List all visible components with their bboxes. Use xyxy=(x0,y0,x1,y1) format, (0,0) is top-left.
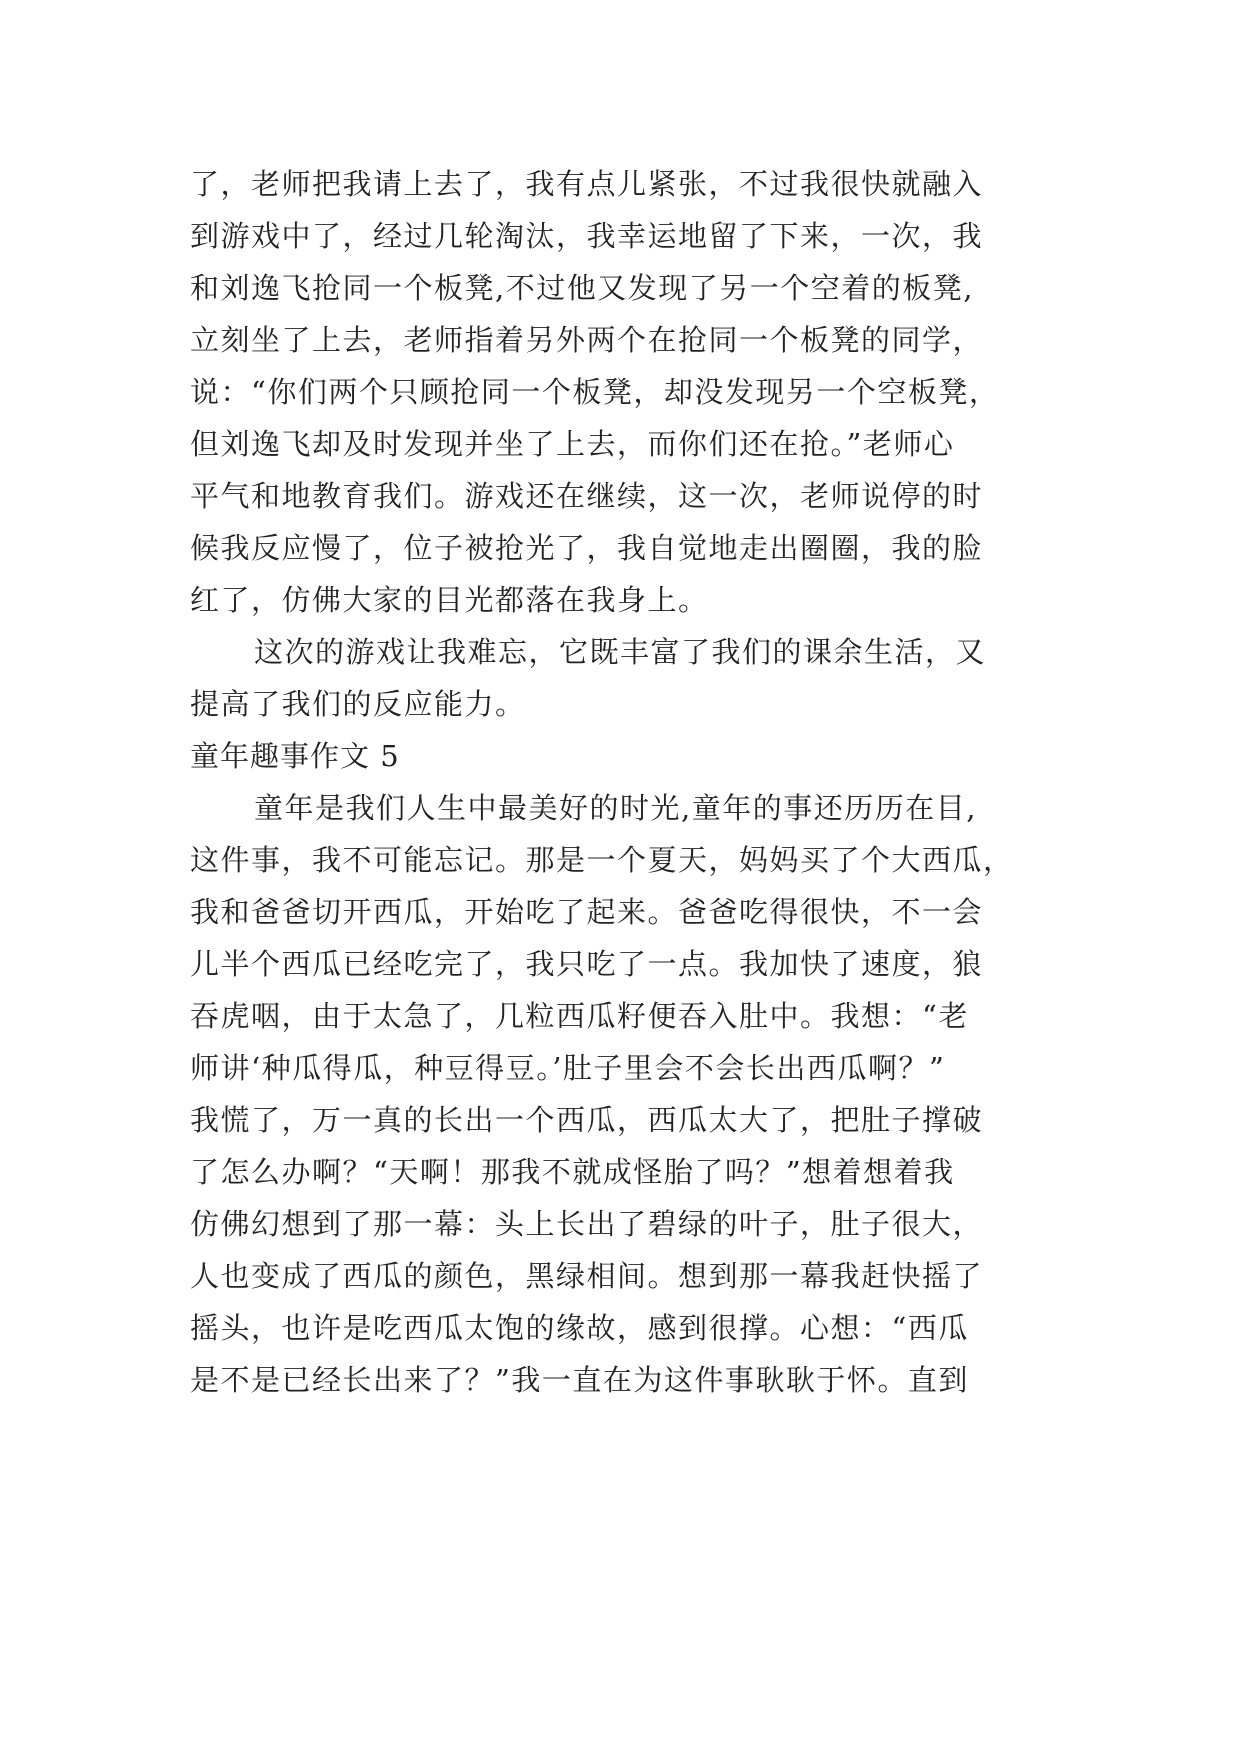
text-line: 吞虎咽，由于太急了，几粒西瓜籽便吞入肚中。我想：“老 xyxy=(190,999,969,1033)
text-line: 是不是已经长出来了？”我一直在为这件事耿耿于怀。直到 xyxy=(190,1363,969,1397)
text-line: 摇头，也许是吃西瓜太饱的缘故，感到很撑。心想：“西瓜 xyxy=(190,1311,969,1345)
text-line: 立刻坐了上去，老师指着另外两个在抢同一个板凳的同学， xyxy=(190,323,984,357)
paragraph-start-line: 这次的游戏让我难忘，它既丰富了我们的课余生活，又 xyxy=(254,635,987,669)
text-line: 我和爸爸切开西瓜，开始吃了起来。爸爸吃得很快，不一会 xyxy=(190,895,984,929)
text-line: 了怎么办啊？“天啊！那我不就成怪胎了吗？”想着想着我 xyxy=(190,1155,955,1189)
text-line: 到游戏中了，经过几轮淘汰，我幸运地留了下来，一次，我 xyxy=(190,219,984,253)
text-line: 我慌了，万一真的长出一个西瓜，西瓜太大了，把肚子撑破 xyxy=(190,1103,984,1137)
text-line: 儿半个西瓜已经吃完了，我只吃了一点。我加快了速度，狼 xyxy=(190,947,984,981)
text-line: 平气和地教育我们。游戏还在继续，这一次，老师说停的时 xyxy=(190,479,984,513)
text-line: 候我反应慢了，位子被抢光了，我自觉地走出圈圈，我的脸 xyxy=(190,531,984,565)
text-line: 人也变成了西瓜的颜色，黑绿相间。想到那一幕我赶快摇了 xyxy=(190,1259,984,1293)
text-line: 但刘逸飞却及时发现并坐了上去，而你们还在抢。”老师心 xyxy=(190,427,955,461)
paragraph-start-line: 童年是我们人生中最美好的时光,童年的事还历历在目, xyxy=(254,791,977,825)
text-line: 了，老师把我请上去了，我有点儿紧张，不过我很快就融入 xyxy=(190,167,984,201)
text-line: 说：“你们两个只顾抢同一个板凳，却没发现另一个空板凳， xyxy=(190,375,1000,409)
text-line: 这件事，我不可能忘记。那是一个夏天，妈妈买了个大西瓜， xyxy=(190,843,1014,877)
document-body xyxy=(190,158,1090,1406)
text-line: 师讲‘种瓜得瓜，种豆得豆。’肚子里会不会长出西瓜啊？” xyxy=(190,1051,946,1085)
text-line: 仿佛幻想到了那一幕：头上长出了碧绿的叶子，肚子很大， xyxy=(190,1207,984,1241)
section-heading: 童年趣事作文 5 xyxy=(190,739,400,773)
text-line: 提高了我们的反应能力。 xyxy=(190,687,526,721)
text-line: 和刘逸飞抢同一个板凳,不过他又发现了另一个空着的板凳, xyxy=(190,271,974,305)
text-line: 红了，仿佛大家的目光都落在我身上。 xyxy=(190,583,709,617)
